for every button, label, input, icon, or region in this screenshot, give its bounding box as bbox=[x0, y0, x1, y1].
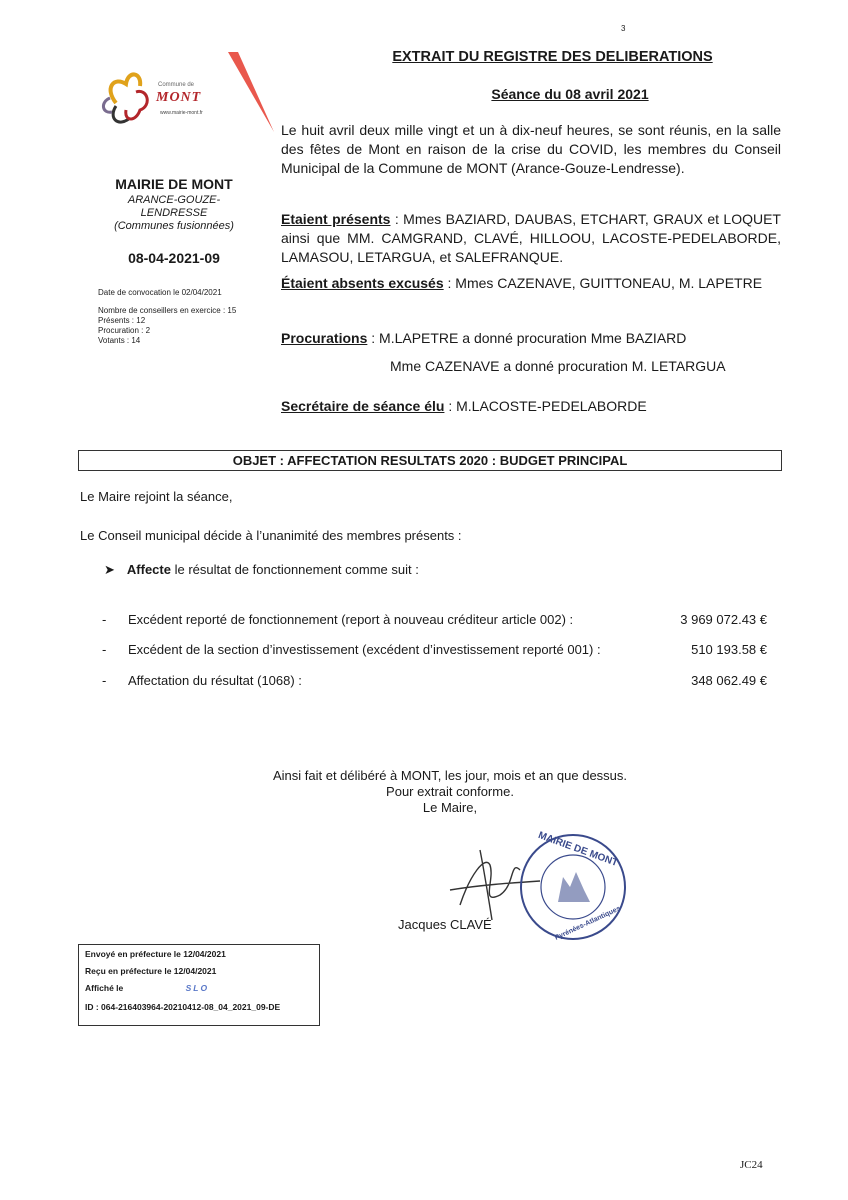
presents-label: Etaient présents bbox=[281, 211, 391, 227]
objet-box: OBJET : AFFECTATION RESULTATS 2020 : BUDGET PRINCIPAL bbox=[78, 450, 782, 471]
intro-paragraph: Le huit avril deux mille vingt et un à dix-neuf heures, se sont réunis, en la salle des fêtes de Mont en raison de la crise du COVID, les membres du Conseil Municipal de la Commune de MONT (Arance-Gouze-Lendresse). bbox=[281, 122, 781, 176]
logo-url: www.mairie-mont.fr bbox=[160, 110, 203, 116]
closing-block bbox=[200, 768, 700, 816]
closing-line-3: Le Maire, bbox=[422, 800, 478, 815]
stamp-bottom-text: Pyrénées-Atlantiques bbox=[553, 905, 622, 942]
affecte-text: le résultat de fonctionnement comme suit : bbox=[170, 562, 419, 577]
mairie-subtitle-text: ARANCE-GOUZE-LENDRESSE bbox=[127, 194, 221, 219]
recu-line: Reçu en préfecture le 12/04/2021 bbox=[85, 966, 217, 976]
mairie-stamp bbox=[518, 829, 628, 942]
stat-line: Votants : 14 bbox=[98, 336, 141, 345]
prefecture-box bbox=[78, 944, 320, 1026]
affiche-label: Affiché le bbox=[85, 983, 124, 993]
mairie-name: MAIRIE DE MONT bbox=[115, 176, 233, 192]
dash-icon: - bbox=[102, 612, 107, 627]
document-title: EXTRAIT DU REGISTRE DES DELIBERATIONS bbox=[392, 49, 713, 65]
page-mark: 3 bbox=[621, 24, 626, 33]
affiche-line bbox=[79, 978, 319, 998]
envoye-line: Envoyé en préfecture le 12/04/2021 bbox=[85, 949, 226, 959]
result-label: Affectation du résultat (1068) : bbox=[128, 673, 302, 688]
logo-name: MONT bbox=[156, 90, 202, 105]
seance-date: Séance du 08 avril 2021 bbox=[491, 86, 649, 102]
mairie-note: (Communes fusionnées) bbox=[114, 220, 234, 232]
dash-icon: - bbox=[102, 673, 107, 688]
affecte-bullet bbox=[104, 562, 419, 578]
absents-list: : Mmes CAZENAVE, GUITTONEAU, M. LAPETRE bbox=[443, 275, 763, 291]
procuration-line-1: : M.LAPETRE a donné procuration Mme BAZIARD bbox=[367, 330, 687, 346]
council-stats bbox=[98, 306, 236, 346]
arrow-bullet-icon: ➤ bbox=[104, 562, 115, 577]
procuration-line-2: Mme CAZENAVE a donné procuration M. LETARGUA bbox=[390, 358, 726, 374]
id-line: ID : 064-216403964-20210412-08_04_2021_09-DE bbox=[85, 1002, 281, 1012]
footer-code: JC24 bbox=[740, 1159, 763, 1171]
absents-paragraph bbox=[281, 274, 816, 293]
presents-list: : Mmes BAZIARD, DAUBAS, ETCHART, GRAUX et LOQUET ainsi que MM. CAMGRAND, CLAVÉ, HILLOOU, LACOSTE-PEDELABORDE, LAMASOU, LETARGUA, et SALEFRANQUE. bbox=[281, 211, 781, 265]
commune-logo bbox=[96, 48, 276, 148]
result-amount: 510 193.58 € bbox=[691, 642, 767, 657]
affecte-label: Affecte bbox=[126, 562, 171, 577]
presents-paragraph bbox=[281, 210, 781, 267]
closing-line-1: Ainsi fait et délibéré à MONT, les jour, mois et an que dessus. bbox=[272, 768, 628, 783]
result-label: Excédent reporté de fonctionnement (report à nouveau créditeur article 002) : bbox=[128, 612, 574, 627]
closing-line-2: Pour extrait conforme. bbox=[386, 784, 514, 799]
procurations-label: Procurations bbox=[281, 330, 368, 346]
result-label: Excédent de la section d’investissement (excédent d’investissement reporté 001) : bbox=[128, 642, 601, 657]
secretaire-name: : M.LACOSTE-PEDELABORDE bbox=[444, 398, 647, 414]
stat-line: Procuration : 2 bbox=[98, 326, 151, 335]
stat-line: Nombre de conseillers en exercice : 15 bbox=[98, 306, 237, 315]
logo-small-text: Commune de bbox=[158, 82, 195, 88]
body-line-1: Le Maire rejoint la séance, bbox=[80, 489, 233, 504]
result-amount: 3 969 072.43 € bbox=[680, 612, 767, 627]
convocation-date: Date de convocation le 02/04/2021 bbox=[98, 288, 222, 297]
dash-icon: - bbox=[102, 642, 107, 657]
mairie-subtitle bbox=[88, 194, 260, 233]
secretaire-paragraph bbox=[281, 397, 816, 416]
procurations-paragraph bbox=[281, 329, 816, 348]
signer-name: Jacques CLAVÉ bbox=[398, 917, 492, 932]
result-amount: 348 062.49 € bbox=[691, 673, 767, 688]
body-line-2: Le Conseil municipal décide à l’unanimité des membres présents : bbox=[80, 528, 462, 543]
stamp-top-text: MAIRIE DE MONT bbox=[536, 829, 620, 870]
absents-label: Étaient absents excusés bbox=[281, 275, 444, 291]
secretaire-label: Secrétaire de séance élu bbox=[281, 398, 445, 414]
stat-line: Présents : 12 bbox=[98, 316, 146, 325]
deliberation-reference: 08-04-2021-09 bbox=[128, 250, 220, 266]
slo-logo: SLO bbox=[185, 983, 210, 993]
